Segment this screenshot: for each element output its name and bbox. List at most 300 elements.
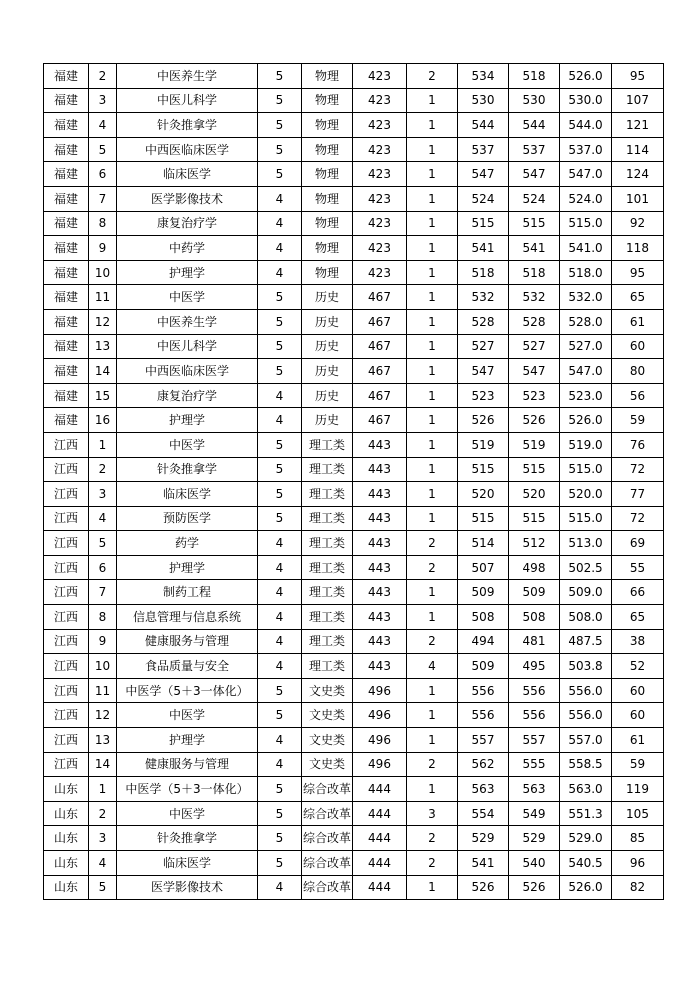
cell-control-line: 423 — [353, 162, 407, 187]
cell-duration: 4 — [258, 260, 302, 285]
cell-above-line: 95 — [612, 260, 664, 285]
cell-control-line: 423 — [353, 186, 407, 211]
cell-major: 信息管理与信息系统 — [117, 605, 258, 630]
cell-subject-category: 物理 — [302, 211, 353, 236]
table-row — [44, 383, 664, 408]
cell-max-score: 556 — [458, 703, 509, 728]
cell-seq: 10 — [89, 260, 117, 285]
table-row — [44, 64, 664, 89]
cell-duration: 4 — [258, 211, 302, 236]
cell-subject-category: 理工类 — [302, 555, 353, 580]
cell-admitted-count: 2 — [407, 629, 458, 654]
cell-major: 健康服务与管理 — [117, 752, 258, 777]
cell-duration: 5 — [258, 801, 302, 826]
cell-seq: 14 — [89, 752, 117, 777]
cell-control-line: 467 — [353, 408, 407, 433]
cell-province: 山东 — [44, 851, 89, 876]
table-row — [44, 113, 664, 138]
cell-major: 医学影像技术 — [117, 875, 258, 900]
cell-admitted-count: 1 — [407, 211, 458, 236]
cell-avg-score: 513.0 — [560, 531, 612, 556]
cell-avg-score: 541.0 — [560, 236, 612, 261]
cell-min-score: 547 — [509, 359, 560, 384]
cell-duration: 5 — [258, 162, 302, 187]
cell-seq: 13 — [89, 334, 117, 359]
cell-major: 制药工程 — [117, 580, 258, 605]
cell-above-line: 76 — [612, 432, 664, 457]
cell-subject-category: 理工类 — [302, 457, 353, 482]
cell-admitted-count: 1 — [407, 678, 458, 703]
cell-avg-score: 530.0 — [560, 88, 612, 113]
cell-duration: 4 — [258, 186, 302, 211]
cell-admitted-count: 1 — [407, 334, 458, 359]
cell-major: 中医养生学 — [117, 64, 258, 89]
cell-major: 护理学 — [117, 555, 258, 580]
cell-admitted-count: 2 — [407, 64, 458, 89]
cell-admitted-count: 1 — [407, 506, 458, 531]
cell-min-score: 526 — [509, 875, 560, 900]
cell-above-line: 119 — [612, 777, 664, 802]
cell-min-score: 520 — [509, 482, 560, 507]
cell-admitted-count: 2 — [407, 752, 458, 777]
cell-min-score: 549 — [509, 801, 560, 826]
cell-control-line: 444 — [353, 801, 407, 826]
cell-duration: 5 — [258, 64, 302, 89]
cell-control-line: 443 — [353, 482, 407, 507]
cell-seq: 13 — [89, 728, 117, 753]
cell-province: 江西 — [44, 432, 89, 457]
cell-control-line: 443 — [353, 531, 407, 556]
cell-subject-category: 综合改革 — [302, 801, 353, 826]
cell-min-score: 547 — [509, 162, 560, 187]
cell-control-line: 443 — [353, 457, 407, 482]
cell-major: 中医儿科学 — [117, 88, 258, 113]
cell-subject-category: 文史类 — [302, 728, 353, 753]
cell-subject-category: 理工类 — [302, 531, 353, 556]
cell-province: 福建 — [44, 88, 89, 113]
cell-above-line: 55 — [612, 555, 664, 580]
cell-control-line: 443 — [353, 605, 407, 630]
cell-seq: 7 — [89, 580, 117, 605]
cell-control-line: 496 — [353, 678, 407, 703]
cell-subject-category: 历史 — [302, 408, 353, 433]
cell-province: 江西 — [44, 678, 89, 703]
cell-duration: 5 — [258, 703, 302, 728]
cell-major: 康复治疗学 — [117, 211, 258, 236]
cell-avg-score: 519.0 — [560, 432, 612, 457]
cell-avg-score: 509.0 — [560, 580, 612, 605]
cell-major: 中西医临床医学 — [117, 359, 258, 384]
cell-max-score: 515 — [458, 211, 509, 236]
cell-major: 护理学 — [117, 408, 258, 433]
cell-avg-score: 556.0 — [560, 703, 612, 728]
cell-subject-category: 理工类 — [302, 629, 353, 654]
cell-above-line: 61 — [612, 728, 664, 753]
cell-province: 江西 — [44, 531, 89, 556]
cell-avg-score: 526.0 — [560, 408, 612, 433]
cell-duration: 5 — [258, 432, 302, 457]
table-row — [44, 309, 664, 334]
cell-min-score: 532 — [509, 285, 560, 310]
cell-above-line: 124 — [612, 162, 664, 187]
cell-seq: 8 — [89, 211, 117, 236]
cell-control-line: 423 — [353, 236, 407, 261]
cell-control-line: 467 — [353, 383, 407, 408]
cell-duration: 4 — [258, 236, 302, 261]
cell-max-score: 541 — [458, 236, 509, 261]
cell-min-score: 537 — [509, 137, 560, 162]
cell-admitted-count: 1 — [407, 580, 458, 605]
cell-max-score: 532 — [458, 285, 509, 310]
cell-min-score: 541 — [509, 236, 560, 261]
cell-avg-score: 556.0 — [560, 678, 612, 703]
cell-control-line: 443 — [353, 654, 407, 679]
cell-admitted-count: 1 — [407, 113, 458, 138]
cell-max-score: 547 — [458, 359, 509, 384]
cell-above-line: 72 — [612, 506, 664, 531]
cell-subject-category: 综合改革 — [302, 851, 353, 876]
cell-duration: 5 — [258, 359, 302, 384]
cell-above-line: 85 — [612, 826, 664, 851]
cell-duration: 5 — [258, 506, 302, 531]
cell-duration: 4 — [258, 531, 302, 556]
table-row — [44, 875, 664, 900]
cell-province: 江西 — [44, 457, 89, 482]
cell-major: 护理学 — [117, 260, 258, 285]
table-row — [44, 162, 664, 187]
cell-duration: 4 — [258, 875, 302, 900]
cell-control-line: 444 — [353, 826, 407, 851]
cell-max-score: 508 — [458, 605, 509, 630]
cell-duration: 5 — [258, 678, 302, 703]
cell-seq: 10 — [89, 654, 117, 679]
cell-seq: 3 — [89, 88, 117, 113]
cell-min-score: 515 — [509, 457, 560, 482]
cell-avg-score: 526.0 — [560, 64, 612, 89]
cell-control-line: 443 — [353, 629, 407, 654]
cell-control-line: 423 — [353, 64, 407, 89]
cell-avg-score: 520.0 — [560, 482, 612, 507]
cell-above-line: 38 — [612, 629, 664, 654]
cell-admitted-count: 3 — [407, 801, 458, 826]
cell-admitted-count: 1 — [407, 875, 458, 900]
cell-duration: 5 — [258, 826, 302, 851]
cell-max-score: 554 — [458, 801, 509, 826]
cell-max-score: 557 — [458, 728, 509, 753]
admission-scores-table — [43, 63, 664, 900]
cell-admitted-count: 1 — [407, 703, 458, 728]
cell-major: 针灸推拿学 — [117, 457, 258, 482]
cell-min-score: 515 — [509, 506, 560, 531]
cell-control-line: 423 — [353, 260, 407, 285]
cell-above-line: 59 — [612, 752, 664, 777]
cell-min-score: 563 — [509, 777, 560, 802]
cell-province: 福建 — [44, 64, 89, 89]
table-row — [44, 506, 664, 531]
cell-major: 预防医学 — [117, 506, 258, 531]
cell-duration: 5 — [258, 457, 302, 482]
cell-duration: 4 — [258, 654, 302, 679]
cell-province: 江西 — [44, 703, 89, 728]
table-row — [44, 851, 664, 876]
table-row — [44, 605, 664, 630]
table-row — [44, 777, 664, 802]
cell-avg-score: 503.8 — [560, 654, 612, 679]
cell-control-line: 467 — [353, 285, 407, 310]
cell-major: 临床医学 — [117, 482, 258, 507]
cell-min-score: 523 — [509, 383, 560, 408]
cell-subject-category: 历史 — [302, 334, 353, 359]
cell-subject-category: 理工类 — [302, 605, 353, 630]
cell-avg-score: 547.0 — [560, 359, 612, 384]
cell-duration: 5 — [258, 482, 302, 507]
cell-seq: 1 — [89, 432, 117, 457]
cell-province: 江西 — [44, 482, 89, 507]
cell-duration: 4 — [258, 605, 302, 630]
cell-avg-score: 524.0 — [560, 186, 612, 211]
cell-admitted-count: 1 — [407, 88, 458, 113]
cell-above-line: 59 — [612, 408, 664, 433]
cell-max-score: 563 — [458, 777, 509, 802]
table-row — [44, 629, 664, 654]
cell-avg-score: 563.0 — [560, 777, 612, 802]
table-row — [44, 457, 664, 482]
cell-subject-category: 理工类 — [302, 482, 353, 507]
cell-min-score: 527 — [509, 334, 560, 359]
cell-control-line: 467 — [353, 309, 407, 334]
cell-duration: 4 — [258, 580, 302, 605]
cell-admitted-count: 1 — [407, 309, 458, 334]
cell-subject-category: 综合改革 — [302, 875, 353, 900]
cell-major: 护理学 — [117, 728, 258, 753]
cell-seq: 2 — [89, 64, 117, 89]
cell-admitted-count: 2 — [407, 851, 458, 876]
cell-admitted-count: 1 — [407, 285, 458, 310]
cell-seq: 5 — [89, 875, 117, 900]
cell-subject-category: 理工类 — [302, 432, 353, 457]
table-row — [44, 703, 664, 728]
cell-max-score: 541 — [458, 851, 509, 876]
cell-major: 临床医学 — [117, 851, 258, 876]
cell-control-line: 423 — [353, 113, 407, 138]
cell-min-score: 508 — [509, 605, 560, 630]
cell-avg-score: 508.0 — [560, 605, 612, 630]
cell-max-score: 507 — [458, 555, 509, 580]
cell-seq: 6 — [89, 555, 117, 580]
cell-province: 福建 — [44, 137, 89, 162]
cell-duration: 4 — [258, 728, 302, 753]
cell-avg-score: 544.0 — [560, 113, 612, 138]
cell-province: 江西 — [44, 580, 89, 605]
cell-control-line: 423 — [353, 137, 407, 162]
table-row — [44, 285, 664, 310]
cell-subject-category: 物理 — [302, 162, 353, 187]
cell-admitted-count: 2 — [407, 826, 458, 851]
cell-province: 江西 — [44, 555, 89, 580]
cell-above-line: 52 — [612, 654, 664, 679]
cell-avg-score: 502.5 — [560, 555, 612, 580]
table-row — [44, 654, 664, 679]
table-row — [44, 826, 664, 851]
cell-avg-score: 518.0 — [560, 260, 612, 285]
cell-province: 福建 — [44, 211, 89, 236]
cell-control-line: 444 — [353, 851, 407, 876]
cell-avg-score: 526.0 — [560, 875, 612, 900]
table-row — [44, 678, 664, 703]
cell-avg-score: 540.5 — [560, 851, 612, 876]
cell-province: 山东 — [44, 826, 89, 851]
cell-admitted-count: 1 — [407, 728, 458, 753]
cell-avg-score: 523.0 — [560, 383, 612, 408]
cell-above-line: 107 — [612, 88, 664, 113]
cell-major: 药学 — [117, 531, 258, 556]
cell-admitted-count: 1 — [407, 162, 458, 187]
cell-subject-category: 文史类 — [302, 678, 353, 703]
cell-province: 福建 — [44, 285, 89, 310]
cell-province: 福建 — [44, 383, 89, 408]
cell-control-line: 467 — [353, 334, 407, 359]
cell-seq: 11 — [89, 285, 117, 310]
cell-above-line: 105 — [612, 801, 664, 826]
cell-max-score: 494 — [458, 629, 509, 654]
cell-admitted-count: 1 — [407, 408, 458, 433]
cell-province: 山东 — [44, 875, 89, 900]
cell-admitted-count: 1 — [407, 236, 458, 261]
cell-major: 中西医临床医学 — [117, 137, 258, 162]
table-row — [44, 728, 664, 753]
cell-above-line: 92 — [612, 211, 664, 236]
cell-control-line: 443 — [353, 506, 407, 531]
cell-admitted-count: 1 — [407, 186, 458, 211]
cell-min-score: 519 — [509, 432, 560, 457]
cell-avg-score: 528.0 — [560, 309, 612, 334]
cell-province: 江西 — [44, 728, 89, 753]
cell-duration: 5 — [258, 309, 302, 334]
cell-seq: 6 — [89, 162, 117, 187]
cell-max-score: 530 — [458, 88, 509, 113]
cell-avg-score: 529.0 — [560, 826, 612, 851]
cell-major: 中医学（5＋3一体化） — [117, 678, 258, 703]
table-row — [44, 334, 664, 359]
cell-duration: 5 — [258, 285, 302, 310]
cell-admitted-count: 1 — [407, 432, 458, 457]
cell-subject-category: 文史类 — [302, 703, 353, 728]
cell-major: 中医养生学 — [117, 309, 258, 334]
cell-min-score: 515 — [509, 211, 560, 236]
cell-seq: 8 — [89, 605, 117, 630]
cell-avg-score: 537.0 — [560, 137, 612, 162]
cell-duration: 4 — [258, 555, 302, 580]
cell-province: 福建 — [44, 113, 89, 138]
cell-admitted-count: 1 — [407, 383, 458, 408]
table-row — [44, 408, 664, 433]
cell-min-score: 526 — [509, 408, 560, 433]
cell-min-score: 518 — [509, 260, 560, 285]
cell-max-score: 514 — [458, 531, 509, 556]
cell-admitted-count: 1 — [407, 457, 458, 482]
cell-seq: 9 — [89, 629, 117, 654]
cell-province: 江西 — [44, 506, 89, 531]
cell-major: 中医儿科学 — [117, 334, 258, 359]
cell-subject-category: 综合改革 — [302, 826, 353, 851]
cell-above-line: 65 — [612, 285, 664, 310]
cell-control-line: 443 — [353, 432, 407, 457]
table-row — [44, 137, 664, 162]
cell-control-line: 443 — [353, 555, 407, 580]
cell-above-line: 61 — [612, 309, 664, 334]
cell-seq: 15 — [89, 383, 117, 408]
cell-duration: 5 — [258, 113, 302, 138]
table-row — [44, 260, 664, 285]
cell-seq: 5 — [89, 531, 117, 556]
cell-max-score: 518 — [458, 260, 509, 285]
cell-seq: 2 — [89, 801, 117, 826]
table-row — [44, 531, 664, 556]
cell-max-score: 523 — [458, 383, 509, 408]
cell-seq: 3 — [89, 826, 117, 851]
cell-control-line: 444 — [353, 875, 407, 900]
cell-avg-score: 532.0 — [560, 285, 612, 310]
cell-duration: 4 — [258, 629, 302, 654]
cell-above-line: 77 — [612, 482, 664, 507]
cell-seq: 16 — [89, 408, 117, 433]
cell-min-score: 556 — [509, 678, 560, 703]
cell-above-line: 60 — [612, 334, 664, 359]
cell-province: 福建 — [44, 334, 89, 359]
cell-subject-category: 综合改革 — [302, 777, 353, 802]
cell-major: 针灸推拿学 — [117, 113, 258, 138]
cell-above-line: 82 — [612, 875, 664, 900]
table-row — [44, 555, 664, 580]
cell-duration: 4 — [258, 408, 302, 433]
cell-subject-category: 历史 — [302, 285, 353, 310]
cell-province: 江西 — [44, 752, 89, 777]
cell-seq: 4 — [89, 506, 117, 531]
cell-admitted-count: 4 — [407, 654, 458, 679]
cell-subject-category: 物理 — [302, 113, 353, 138]
cell-max-score: 520 — [458, 482, 509, 507]
cell-above-line: 118 — [612, 236, 664, 261]
cell-max-score: 547 — [458, 162, 509, 187]
cell-above-line: 69 — [612, 531, 664, 556]
cell-max-score: 515 — [458, 506, 509, 531]
cell-subject-category: 物理 — [302, 260, 353, 285]
cell-admitted-count: 1 — [407, 605, 458, 630]
cell-province: 福建 — [44, 309, 89, 334]
cell-duration: 4 — [258, 383, 302, 408]
cell-control-line: 467 — [353, 359, 407, 384]
cell-above-line: 95 — [612, 64, 664, 89]
cell-above-line: 114 — [612, 137, 664, 162]
cell-max-score: 534 — [458, 64, 509, 89]
cell-control-line: 423 — [353, 88, 407, 113]
cell-max-score: 528 — [458, 309, 509, 334]
table-row — [44, 482, 664, 507]
cell-major: 中医学 — [117, 432, 258, 457]
cell-max-score: 526 — [458, 408, 509, 433]
cell-admitted-count: 1 — [407, 482, 458, 507]
cell-max-score: 509 — [458, 580, 509, 605]
cell-duration: 5 — [258, 88, 302, 113]
cell-avg-score: 515.0 — [560, 457, 612, 482]
cell-major: 中医学（5＋3一体化） — [117, 777, 258, 802]
cell-min-score: 498 — [509, 555, 560, 580]
cell-province: 福建 — [44, 186, 89, 211]
cell-avg-score: 527.0 — [560, 334, 612, 359]
cell-province: 福建 — [44, 260, 89, 285]
cell-admitted-count: 2 — [407, 531, 458, 556]
cell-seq: 4 — [89, 851, 117, 876]
